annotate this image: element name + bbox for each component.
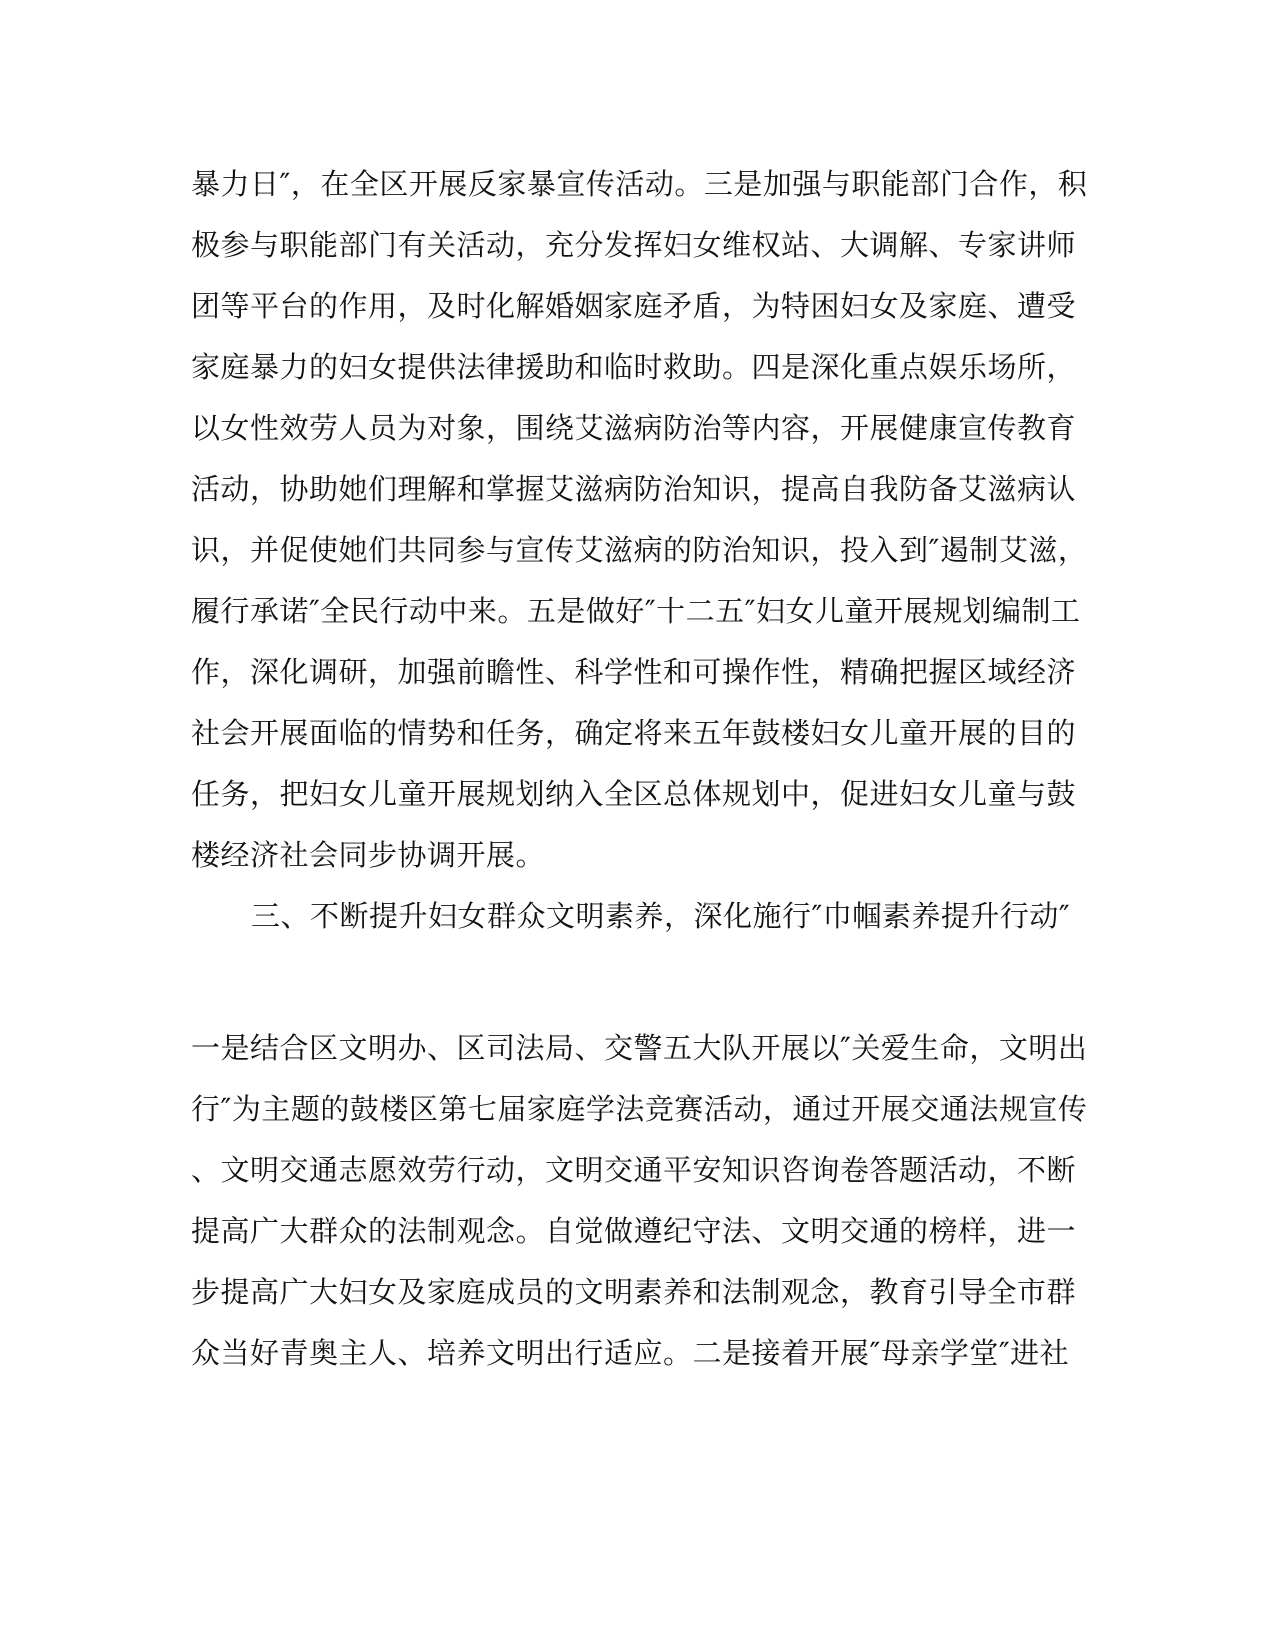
paragraph-line: 家庭暴力的妇女提供法律援助和临时救助。四是深化重点娱乐场所， — [191, 350, 1077, 384]
paragraph-line: 提高广大群众的法制观念。自觉做遵纪守法、文明交通的榜样，进一 — [191, 1214, 1077, 1248]
paragraph-line: 团等平台的作用，及时化解婚姻家庭矛盾，为特困妇女及家庭、遭受 — [191, 289, 1077, 323]
paragraph-line: 极参与职能部门有关活动，充分发挥妇女维权站、大调解、专家讲师 — [191, 228, 1077, 262]
paragraph-line: 楼经济社会同步协调开展。 — [191, 838, 546, 872]
paragraph-line: 活动，协助她们理解和掌握艾滋病防治知识，提高自我防备艾滋病认 — [191, 472, 1077, 506]
paragraph-line: 行″为主题的鼓楼区第七届家庭学法竞赛活动，通过开展交通法规宣传 — [191, 1092, 1088, 1126]
section-heading: 三、不断提升妇女群众文明素养，深化施行″巾帼素养提升行动″ — [251, 899, 1071, 933]
paragraph-line: 一是结合区文明办、区司法局、交警五大队开展以″关爱生命，文明出 — [191, 1031, 1088, 1065]
paragraph-line: 作，深化调研，加强前瞻性、科学性和可操作性，精确把握区域经济 — [191, 655, 1077, 689]
paragraph-line: 暴力日″，在全区开展反家暴宣传活动。三是加强与职能部门合作，积 — [191, 167, 1088, 201]
paragraph-line: 履行承诺″全民行动中来。五是做好″十二五″妇女儿童开展规划编制工 — [191, 594, 1081, 628]
paragraph-line: 社会开展面临的情势和任务，确定将来五年鼓楼妇女儿童开展的目的 — [191, 716, 1077, 750]
paragraph-line: 任务，把妇女儿童开展规划纳入全区总体规划中，促进妇女儿童与鼓 — [191, 777, 1077, 811]
paragraph-line: 以女性效劳人员为对象，围绕艾滋病防治等内容，开展健康宣传教育 — [191, 411, 1077, 445]
paragraph-line: 众当好青奥主人、培养文明出行适应。二是接着开展″母亲学堂″进社 — [191, 1336, 1070, 1370]
paragraph-line: 步提高广大妇女及家庭成员的文明素养和法制观念，教育引导全市群 — [191, 1275, 1077, 1309]
paragraph-line: 识，并促使她们共同参与宣传艾滋病的防治知识，投入到″遏制艾滋， — [191, 533, 1088, 567]
paragraph-line: 、文明交通志愿效劳行动，文明交通平安知识咨询卷答题活动，不断 — [191, 1153, 1077, 1187]
